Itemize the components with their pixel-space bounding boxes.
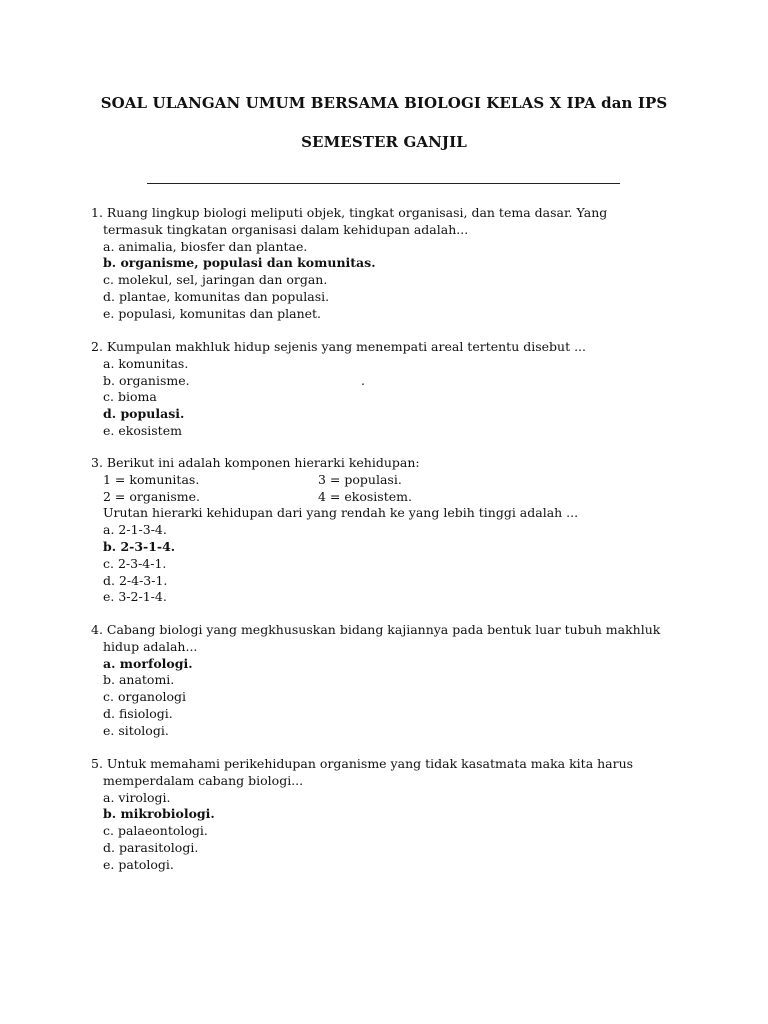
question-5 — [91, 756, 671, 874]
question-stem: 4. Cabang biologi yang megkhususkan bidang kajiannya pada bentuk luar tubuh makhluk — [91, 622, 661, 637]
answer-option-correct: b. 2-3-1-4. — [103, 538, 176, 554]
answer-option-correct: a. morfologi. — [103, 655, 193, 671]
answer-option-correct: d. populasi. — [103, 406, 185, 422]
answer-option: a. 2-1-3-4. — [103, 522, 167, 538]
answer-option-text: b. organisme. — [103, 372, 190, 388]
answer-option: a. animalia, biosfer dan plantae. — [103, 238, 308, 254]
answer-option: c. bioma — [103, 389, 157, 405]
answer-option — [91, 373, 671, 390]
question-stem: memperdalam cabang biologi... — [103, 772, 304, 788]
question-stem: Urutan hierarki kehidupan dari yang rendah ke yang lebih tinggi adalah ... — [103, 505, 579, 521]
answer-option: e. patologi. — [103, 856, 174, 872]
component-row — [91, 472, 671, 489]
answer-option: e. populasi, komunitas dan planet. — [103, 305, 322, 321]
answer-option: c. 2-3-4-1. — [103, 555, 167, 571]
component-item: 2 = organisme. — [103, 488, 201, 504]
component-row — [91, 489, 671, 506]
component-item: 3 = populasi. — [318, 471, 402, 487]
document-title: SOAL ULANGAN UMUM BERSAMA BIOLOGI KELAS X IPA dan IPS — [100, 94, 668, 112]
question-stem: termasuk tingkatan organisasi dalam kehidupan adalah... — [103, 221, 469, 237]
answer-option: d. fisiologi. — [103, 705, 173, 721]
question-2 — [91, 339, 671, 440]
answer-option: c. molekul, sel, jaringan dan organ. — [103, 272, 328, 288]
answer-option-correct: b. mikrobiologi. — [103, 806, 215, 822]
answer-option: c. organologi — [103, 689, 187, 705]
answer-option: d. plantae, komunitas dan populasi. — [103, 288, 330, 304]
question-stem: 5. Untuk memahami perikehidupan organisme yang tidak kasatmata maka kita harus — [91, 756, 634, 771]
answer-option: a. komunitas. — [103, 355, 189, 371]
question-4 — [91, 622, 671, 740]
question-3 — [91, 455, 671, 606]
answer-option: d. 2-4-3-1. — [103, 572, 168, 588]
answer-option: a. virologi. — [103, 789, 171, 805]
answer-option: e. ekosistem — [103, 422, 182, 438]
answer-option: e. 3-2-1-4. — [103, 589, 167, 605]
title-divider — [147, 183, 620, 184]
document-subtitle: SEMESTER GANJIL — [301, 133, 467, 151]
question-stem: hidup adalah... — [103, 638, 198, 654]
answer-option-correct: b. organisme, populasi dan komunitas. — [103, 255, 376, 271]
component-item: 4 = ekosistem. — [318, 488, 412, 504]
question-1 — [91, 205, 671, 323]
answer-option: e. sitologi. — [103, 722, 169, 738]
question-stem: 1. Ruang lingkup biologi meliputi objek, tingkat organisasi, dan tema dasar. Yang — [91, 205, 608, 220]
question-stem: 3. Berikut ini adalah komponen hierarki kehidupan: — [91, 455, 420, 470]
component-item: 1 = komunitas. — [103, 471, 200, 487]
question-stem: 2. Kumpulan makhluk hidup sejenis yang menempati areal tertentu disebut ... — [91, 339, 587, 354]
answer-option: b. anatomi. — [103, 672, 175, 688]
answer-option: d. parasitologi. — [103, 839, 199, 855]
answer-option: c. palaeontologi. — [103, 823, 208, 839]
stray-dot: . — [361, 372, 365, 388]
